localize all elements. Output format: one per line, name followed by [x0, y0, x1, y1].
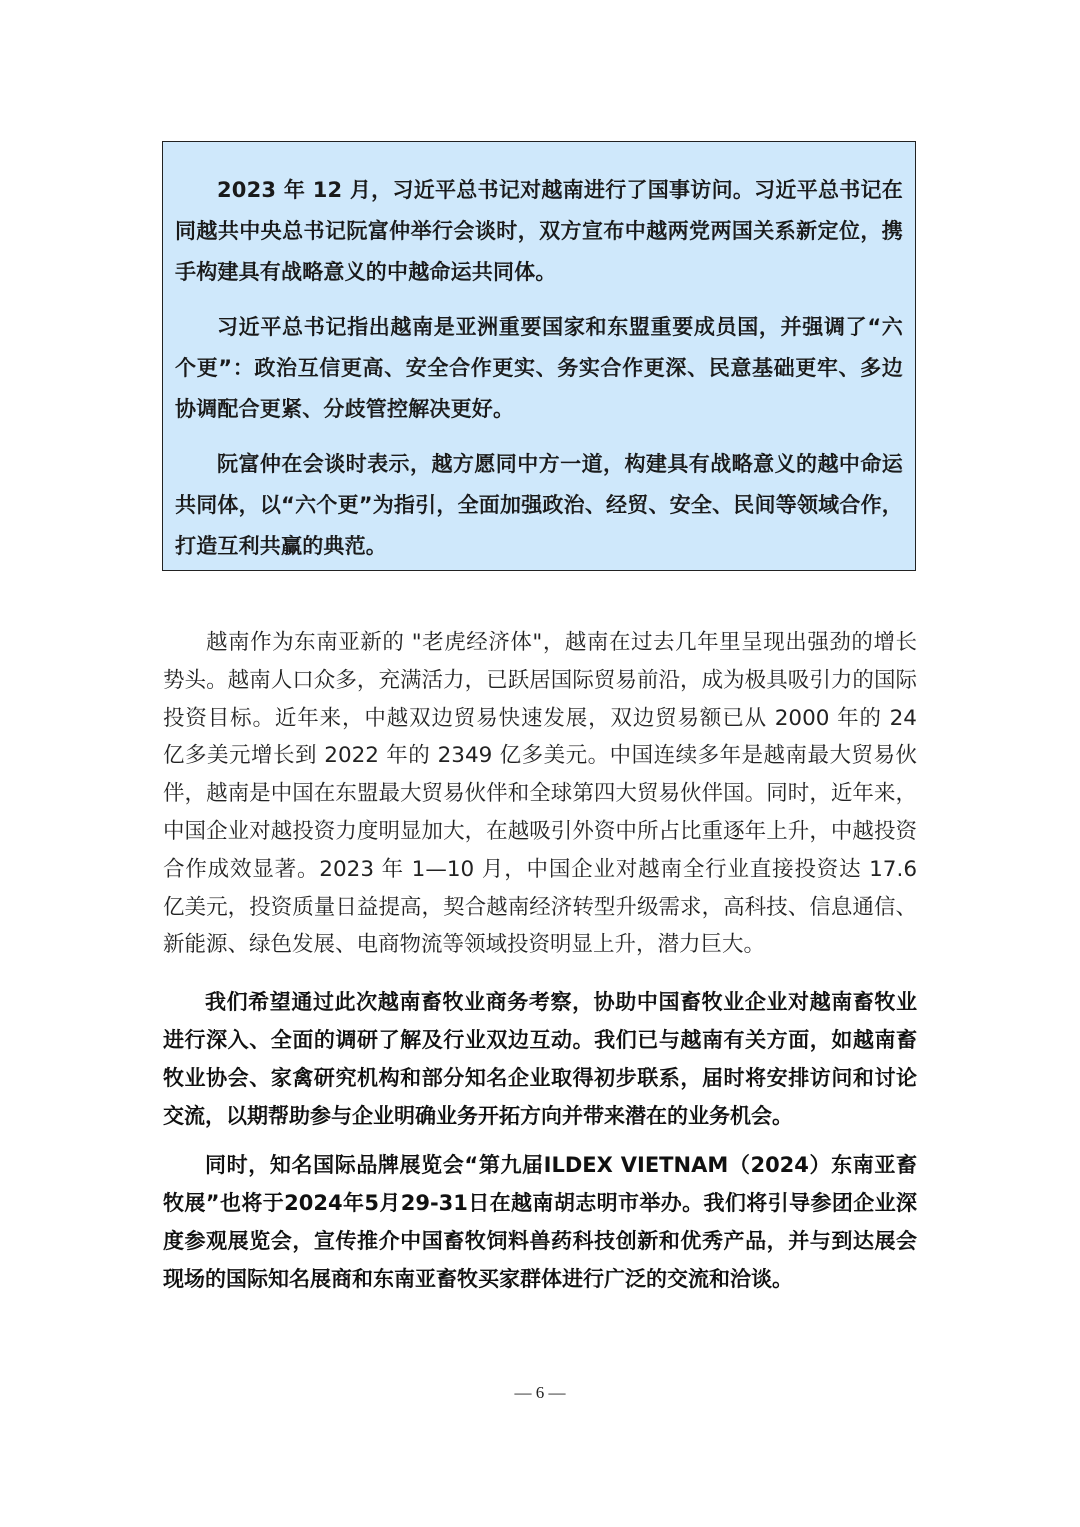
highlight-paragraph-3: 阮富仲在会谈时表示，越方愿同中方一道，构建具有战略意义的越中命运共同体，以“六个更”为指引，全面加强政治、经贸、安全、民间等领域合作，打造互利共赢的典范。	[175, 452, 903, 558]
body-paragraph-vietnam-economy: 越南作为东南亚新的 "老虎经济体"，越南在过去几年里呈现出强劲的增长势头。越南人口众多，充满活力，已跃居国际贸易前沿，成为极具吸引力的国际投资目标。近年来，中越双边贸易快速发展，双边贸易额已从 2000 年的 24 亿多美元增长到 2022 年的 2349 亿多美元。中国连续多年是越南最大贸易伙伴，越南是中国在东盟最大贸易伙伴和全球第四大贸易伙伴国。同时，近年来，中国企业对越投资力度明显加大，在越吸引外资中所占比重逐年上升，中越投资合作成效显著。2023 年 1—10 月，中国企业对越南全行业直接投资达 17.6 亿美元，投资质量日益提高，契合越南经济转型升级需求，高科技、信息通信、新能源、绿色发展、电商物流等领域投资明显上升，潜力巨大。	[163, 630, 917, 958]
body-paragraph-ildex-exhibition: 同时，知名国际品牌展览会“第九届ILDEX VIETNAM（2024）东南亚畜牧展”也将于2024年5月29-31日在越南胡志明市举办。我们将引导参团企业深度参观展览会，宣传推介中国畜牧饲料兽药科技创新和优秀产品，并与到达展会现场的国际知名展商和东南亚畜牧买家群体进行广泛的交流和洽谈。	[163, 1153, 917, 1291]
body-paragraph-inspection-purpose: 我们希望通过此次越南畜牧业商务考察，协助中国畜牧业企业对越南畜牧业进行深入、全面的调研了解及行业双边互动。我们已与越南有关方面，如越南畜牧业协会、家禽研究机构和部分知名企业取得初步联系，届时将安排访问和讨论交流，以期帮助参与企业明确业务开拓方向并带来潜在的业务机会。	[163, 990, 917, 1128]
highlight-paragraph-2: 习近平总书记指出越南是亚洲重要国家和东盟重要成员国，并强调了“六个更”：政治互信更高、安全合作更实、务实合作更深、民意基础更牢、多边协调配合更紧、分歧管控解决更好。	[175, 315, 903, 421]
highlight-box	[162, 141, 916, 571]
page-number: — 6 —	[514, 1383, 566, 1402]
highlight-paragraph-1: 2023 年 12 月，习近平总书记对越南进行了国事访问。习近平总书记在同越共中央总书记阮富仲举行会谈时，双方宣布中越两党两国关系新定位，携手构建具有战略意义的中越命运共同体。	[175, 178, 903, 284]
